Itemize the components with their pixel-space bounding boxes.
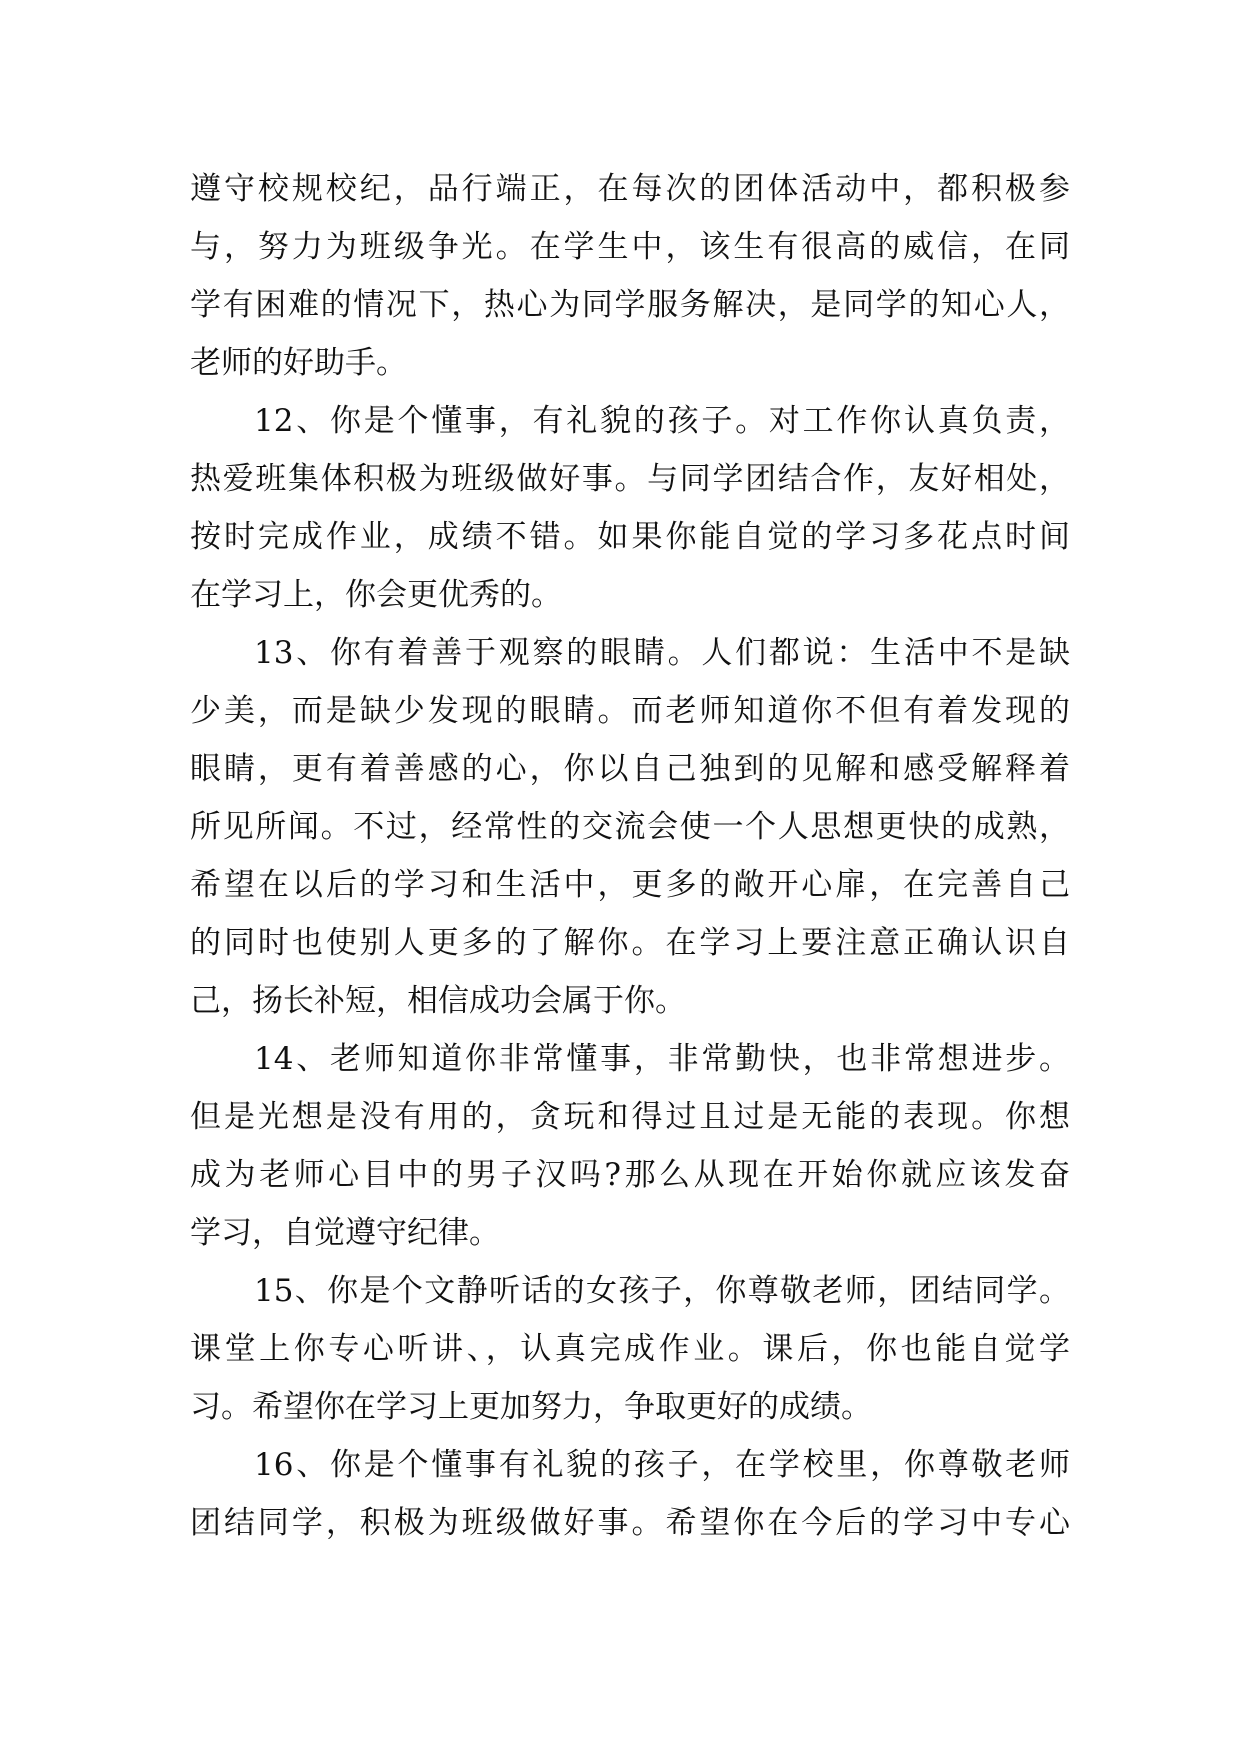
text-line: 课堂上你专心听讲、，认真完成作业。课后，你也能自觉学 [190,1331,1070,1367]
text-line: 按时完成作业，成绩不错。如果你能自觉的学习多花点时间 [190,519,1070,555]
text-line: 少美，而是缺少发现的眼睛。而老师知道你不但有着发现的 [190,693,1070,729]
text-line: 希望在以后的学习和生活中，更多的敞开心扉，在完善自己 [190,867,1070,903]
paragraph-14 [190,1030,1070,1262]
paragraph-12 [190,392,1070,624]
text-line: 所见所闻。不过，经常性的交流会使一个人思想更快的成熟， [190,809,1070,845]
text-line: 成为老师心目中的男子汉吗?那么从现在开始你就应该发奋 [190,1157,1070,1193]
text-line: 热爱班集体积极为班级做好事。与同学团结合作，友好相处， [190,461,1070,497]
text-line: 13、你有着善于观察的眼睛。人们都说：生活中不是缺 [254,635,1070,671]
text-line: 遵守校规校纪，品行端正，在每次的团体活动中，都积极参 [190,171,1070,207]
text-line: 习。希望你在学习上更加努力，争取更好的成绩。 [190,1389,872,1425]
text-line: 14、老师知道你非常懂事，非常勤快，也非常想进步。 [254,1041,1070,1077]
text-line: 与，努力为班级争光。在学生中，该生有很高的威信，在同 [190,229,1070,265]
text-line: 学习，自觉遵守纪律。 [190,1215,500,1251]
paragraph [190,160,1070,392]
paragraph-16 [190,1436,1070,1552]
text-line: 的同时也使别人更多的了解你。在学习上要注意正确认识自 [190,925,1070,961]
text-line: 己，扬长补短，相信成功会属于你。 [190,983,686,1019]
text-line: 团结同学，积极为班级做好事。希望你在今后的学习中专心 [190,1505,1070,1541]
text-line: 但是光想是没有用的，贪玩和得过且过是无能的表现。你想 [190,1099,1070,1135]
document-body [190,160,1070,1552]
text-line: 在学习上，你会更优秀的。 [190,577,562,613]
text-line: 眼睛，更有着善感的心，你以自己独到的见解和感受解释着 [190,751,1070,787]
text-line: 16、你是个懂事有礼貌的孩子，在学校里，你尊敬老师 [254,1447,1070,1483]
text-line: 学有困难的情况下，热心为同学服务解决，是同学的知心人， [190,287,1070,323]
text-line: 12、你是个懂事，有礼貌的孩子。对工作你认真负责， [254,403,1070,439]
paragraph-13 [190,624,1070,1030]
text-line: 15、你是个文静听话的女孩子，你尊敬老师，团结同学。 [254,1273,1070,1309]
text-line: 老师的好助手。 [190,345,407,381]
paragraph-15 [190,1262,1070,1436]
